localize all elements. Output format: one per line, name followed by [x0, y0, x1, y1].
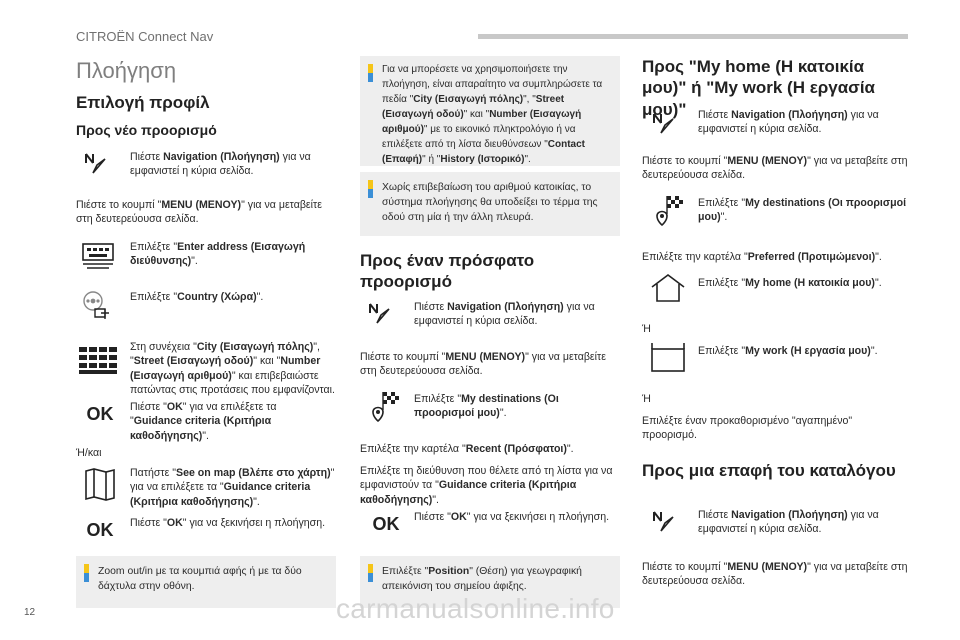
col1-step-see-on-map: Πατήστε "See on map (Βλέπε στο χάρτη)" για να επιλέξετε τα "Guidance criteria (Κριτήρια καθοδήγησης)".: [130, 467, 335, 508]
col1-heading: Επιλογή προφίλ: [76, 93, 210, 112]
col2-step-destinations: Επιλέξτε "My destinations (Οι προορισμοί μου)".: [414, 393, 559, 420]
section-title: Πλοήγηση: [76, 58, 177, 83]
watermark: carmanualsonline.info: [336, 593, 615, 624]
keyboard-icon: [80, 240, 116, 272]
col3-or-2: Ή: [642, 393, 651, 405]
grid-keypad-icon: [78, 344, 118, 376]
globe-icon: [80, 288, 114, 322]
col1-note-text: Zoom out/in με τα κουμπιά αφής ή με τα δύο δάχτυλα στην οθόνη.: [98, 566, 302, 593]
col3-step-favorite: Επιλέξτε έναν προκαθορισμένο "αγαπημένο" προορισμό.: [642, 415, 853, 442]
note-marker-icon: [368, 180, 373, 198]
note-marker-icon: [368, 64, 373, 82]
col1-note: [76, 556, 336, 608]
col2-step-menu: Πιέστε το κουμπί "MENU (ΜΕΝΟΥ)" για να μεταβείτε στη δευτερεύουσα σελίδα.: [360, 351, 606, 378]
col2-note-house-number: [360, 172, 620, 236]
navigation-arrow-icon: [82, 150, 110, 178]
col1-step-country: Επιλέξτε "Country (Χώρα)".: [130, 291, 264, 303]
col3-step-navigation-2: Πιέστε Navigation (Πλοήγηση) για να εμφανιστεί η κύρια σελίδα.: [698, 509, 879, 536]
col1-step-ok-criteria: Πιέστε "OK" για να επιλέξετε τα "Guidance criteria (Κριτήρια καθοδήγησης)".: [130, 401, 277, 442]
col1-subheading: Προς νέο προορισμό: [76, 122, 217, 138]
col3-step-home: Επιλέξτε "My home (Η κατοικία μου)".: [698, 277, 882, 289]
header-title: CITROËN Connect Nav: [76, 29, 214, 44]
work-briefcase-icon: [648, 340, 688, 374]
ok-button-icon: OK: [372, 513, 400, 534]
navigation-arrow-icon: [650, 110, 678, 138]
col3-step-destinations: Επιλέξτε "My destinations (Οι προορισμοί μου)".: [698, 197, 907, 224]
ok-button-icon: OK: [86, 519, 114, 540]
note-marker-icon: [368, 564, 373, 582]
col2-heading: Προς έναν πρόσφατο προορισμό: [360, 251, 535, 292]
col1-step-enter-address: Επιλέξτε "Enter address (Εισαγωγή διεύθυνσης)".: [130, 241, 306, 268]
destination-flag-icon: [366, 390, 402, 424]
col2-step-ok: Πιέστε "OK" για να ξεκινήσει η πλοήγηση.: [414, 511, 610, 523]
note-marker-icon: [84, 564, 89, 582]
home-icon: [648, 272, 688, 304]
col3-step-preferred: Επιλέξτε την καρτέλα "Preferred (Προτιμώμενοι)".: [642, 251, 882, 263]
page-number: 12: [24, 607, 36, 618]
col3-step-menu-2: Πιέστε το κουμπί "MENU (ΜΕΝΟΥ)" για να μεταβείτε στη δευτερεύουσα σελίδα.: [642, 561, 908, 588]
col3-heading: Προς "My home (Η κατοικία μου)" ή "My work (Η εργασία μου)": [642, 57, 875, 119]
col1-andor: Ή/και: [76, 447, 102, 459]
col2-step-recent: Επιλέξτε την καρτέλα "Recent (Πρόσφατοι)".: [360, 443, 574, 455]
navigation-arrow-icon: [650, 508, 678, 536]
map-icon: [82, 466, 118, 502]
navigation-arrow-icon: [366, 300, 394, 328]
col2-note-fields-text: Για να μπορέσετε να χρησιμοποιήσετε την πλοήγηση, είναι απαραίτητο να συμπληρώσετε τα πεδία "City (Εισαγωγή πόλης)", "Street (Εισαγωγή οδού)" και "Number (Εισαγωγή αριθμού)" με το εικονικό πληκτρολόγιο ή να επιλέξετε από τη λίστα διευθύνσεων "Contact (Επαφή)" ή "History (Ιστορικό)".: [382, 64, 603, 165]
ok-button-icon: OK: [86, 403, 114, 424]
col1-step-navigation: Πιέστε Navigation (Πλοήγηση) για να εμφανιστεί η κύρια σελίδα.: [130, 151, 311, 178]
col3-step-menu: Πιέστε το κουμπί "MENU (ΜΕΝΟΥ)" για να μεταβείτε στη δευτερεύουσα σελίδα.: [642, 155, 908, 182]
col2-note-house-number-text: Χωρίς επιβεβαίωση του αριθμού κατοικίας, το σύστημα πλοήγησης θα υποδείξει το τέρμα της οδού στη μία ή την άλλη πλευρά.: [382, 182, 598, 224]
col1-step-city-street-number: Στη συνέχεια "City (Εισαγωγή πόλης)", "Street (Εισαγωγή οδού)" και "Number (Εισαγωγή αριθμού)" και επιβεβαιώστε πατώντας στις προτάσεις που εμφανίζονται.: [130, 341, 335, 396]
destination-flag-icon: [650, 194, 686, 228]
col3-or-1: Ή: [642, 323, 651, 335]
col3-heading-contact: Προς μια επαφή του καταλόγου: [642, 461, 896, 480]
col2-step-navigation: Πιέστε Navigation (Πλοήγηση) για να εμφανιστεί η κύρια σελίδα.: [414, 301, 595, 328]
col1-step-menu: Πιέστε το κουμπί "MENU (ΜΕΝΟΥ)" για να μεταβείτε στη δευτερεύουσα σελίδα.: [76, 199, 322, 226]
col2-step-address: Επιλέξτε τη διεύθυνση που θέλετε από τη λίστα για να εμφανιστούν τα "Guidance criteria (Κριτήρια καθοδήγησης)".: [360, 465, 613, 506]
col2-note-position-text: Επιλέξτε "Position" (Θέση) για γεωγραφική απεικόνιση του σημείου άφιξης.: [382, 566, 582, 593]
col2-note-fields: [360, 56, 620, 166]
col3-step-navigation: Πιέστε Navigation (Πλοήγηση) για να εμφανιστεί η κύρια σελίδα.: [698, 109, 879, 136]
col3-step-work: Επιλέξτε "My work (Η εργασία μου)".: [698, 345, 878, 357]
header-divider: [478, 34, 908, 39]
col1-step-ok-start: Πιέστε "OK" για να ξεκινήσει η πλοήγηση.: [130, 517, 326, 529]
